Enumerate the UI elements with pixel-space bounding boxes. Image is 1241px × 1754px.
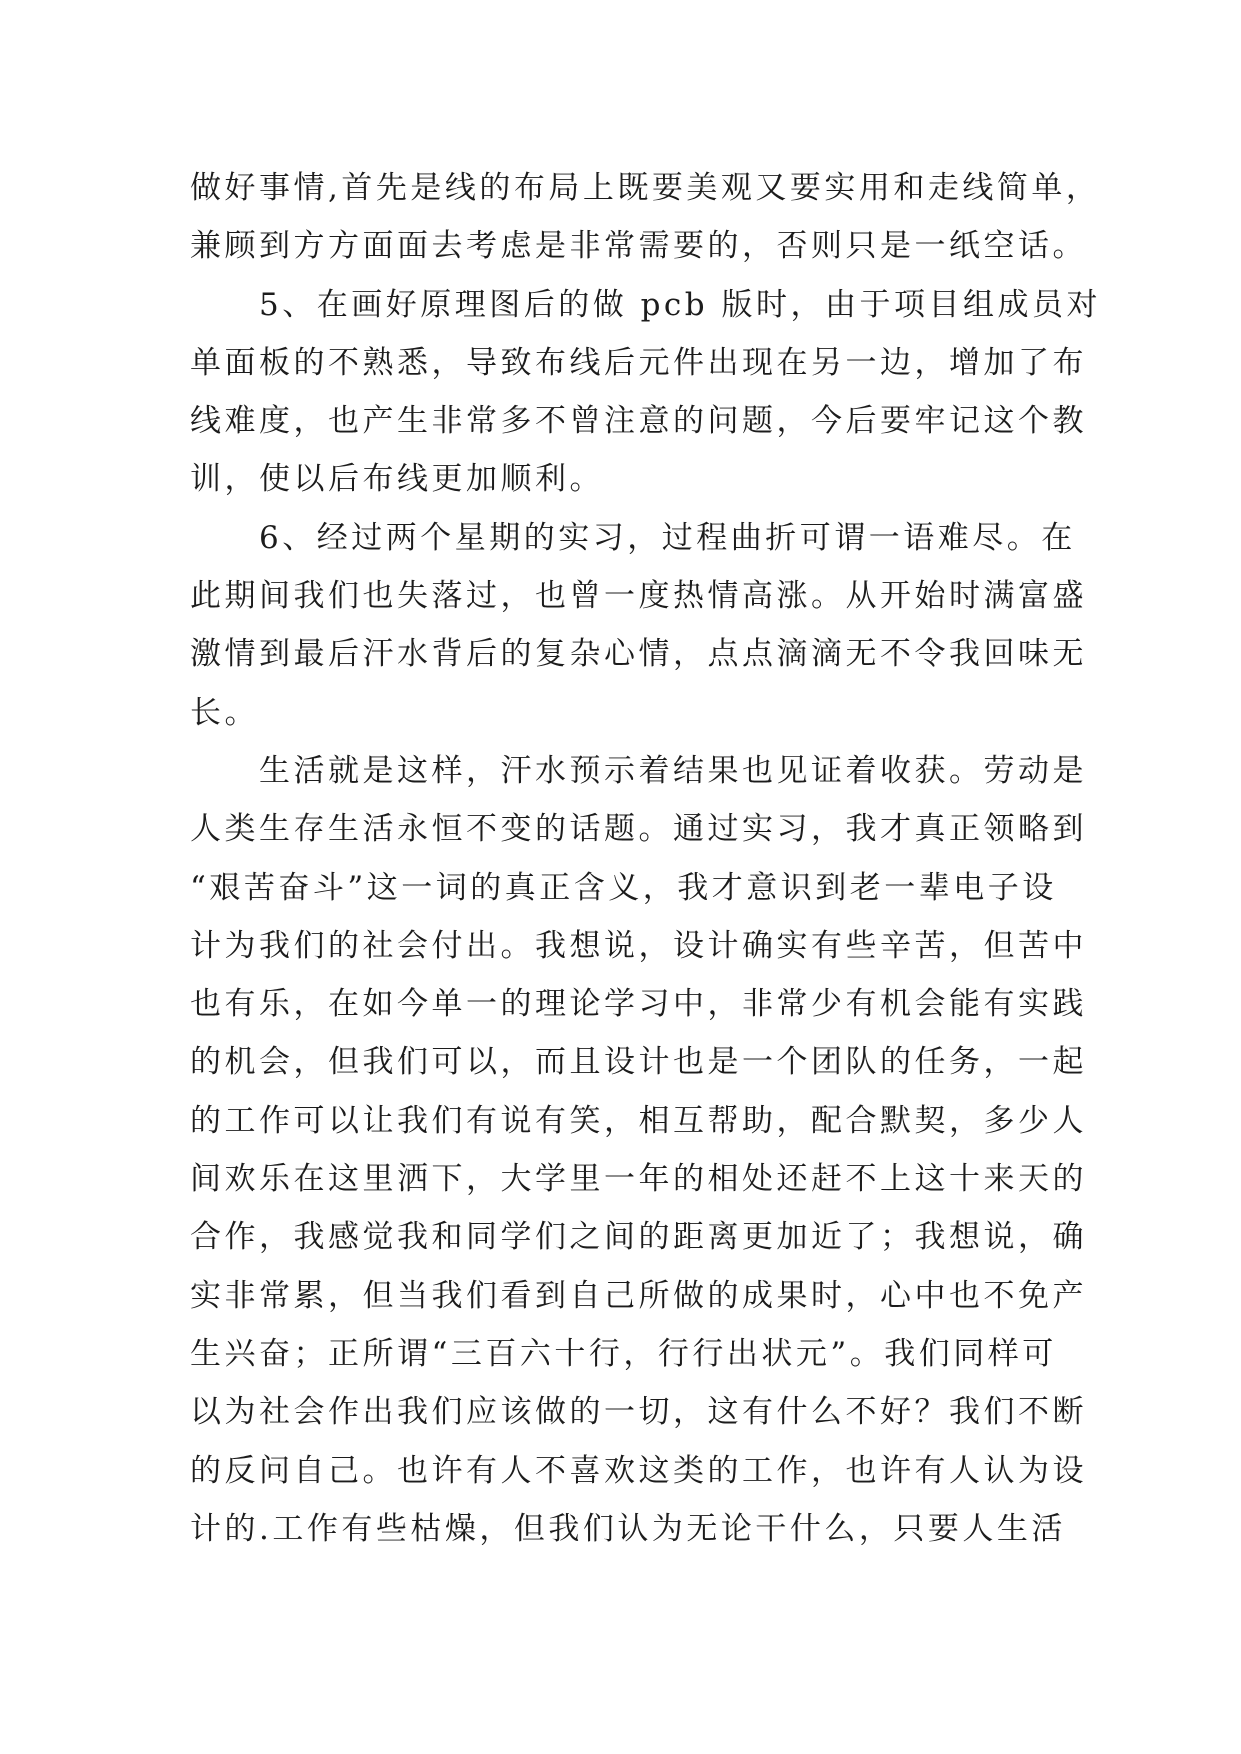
text-line: 兼顾到方方面面去考虑是非常需要的，否则只是一纸空话。 [190, 228, 1087, 265]
text-line: 做好事情,首先是线的布局上既要美观又要实用和走线简单， [190, 170, 1101, 206]
paragraph-item-6 [190, 509, 1110, 742]
text-line: 5、在画好原理图后的做 pcb 版时，由于项目组成员对 [259, 286, 1101, 323]
text-line: 以为社会作出我们应该做的一切，这有什么不好？我们不断 [190, 1394, 1087, 1431]
text-line: 的机会，但我们可以，而且设计也是一个团队的任务，一起 [190, 1044, 1087, 1081]
text-line: 计为我们的社会付出。我想说，设计确实有些辛苦，但苦中 [190, 927, 1087, 964]
text-line: 长。 [190, 694, 259, 731]
body-text [190, 159, 1110, 1558]
text-line: 人类生存生活永恒不变的话题。通过实习，我才真正领略到 [190, 811, 1087, 848]
text-line: 间欢乐在这里洒下，大学里一年的相处还赶不上这十来天的 [190, 1161, 1087, 1198]
paragraph-reflection [190, 742, 1110, 1558]
text-line: 训，使以后布线更加顺利。 [190, 461, 604, 498]
text-line: 生活就是这样，汗水预示着结果也见证着收获。劳动是 [259, 752, 1087, 789]
text-line: 的反问自己。也许有人不喜欢这类的工作，也许有人认为设 [190, 1452, 1087, 1489]
text-line: “艰苦奋斗”这一词的真正含义，我才意识到老一辈电子设 [190, 869, 1057, 906]
text-line: 的工作可以让我们有说有笑，相互帮助，配合默契，多少人 [190, 1102, 1087, 1139]
text-line: 激情到最后汗水背后的复杂心情，点点滴滴无不令我回味无 [190, 636, 1087, 673]
text-line: 实非常累，但当我们看到自己所做的成果时，心中也不免产 [190, 1277, 1087, 1314]
paragraph-item-5 [190, 276, 1110, 509]
text-line: 单面板的不熟悉，导致布线后元件出现在另一边，增加了布 [190, 344, 1087, 381]
text-line: 6、经过两个星期的实习，过程曲折可谓一语难尽。在 [259, 519, 1076, 556]
text-line: 计的.工作有些枯燥，但我们认为无论干什么，只要人生活 [190, 1510, 1066, 1547]
text-line: 生兴奋；正所谓“三百六十行，行行出状元”。我们同样可 [190, 1335, 1057, 1372]
text-line: 合作，我感觉我和同学们之间的距离更加近了；我想说，确 [190, 1219, 1087, 1256]
paragraph-continued [190, 159, 1110, 276]
text-line: 此期间我们也失落过，也曾一度热情高涨。从开始时满富盛 [190, 578, 1087, 615]
text-line: 也有乐，在如今单一的理论学习中，非常少有机会能有实践 [190, 986, 1087, 1023]
text-line: 线难度，也产生非常多不曾注意的问题，今后要牢记这个教 [190, 403, 1087, 440]
